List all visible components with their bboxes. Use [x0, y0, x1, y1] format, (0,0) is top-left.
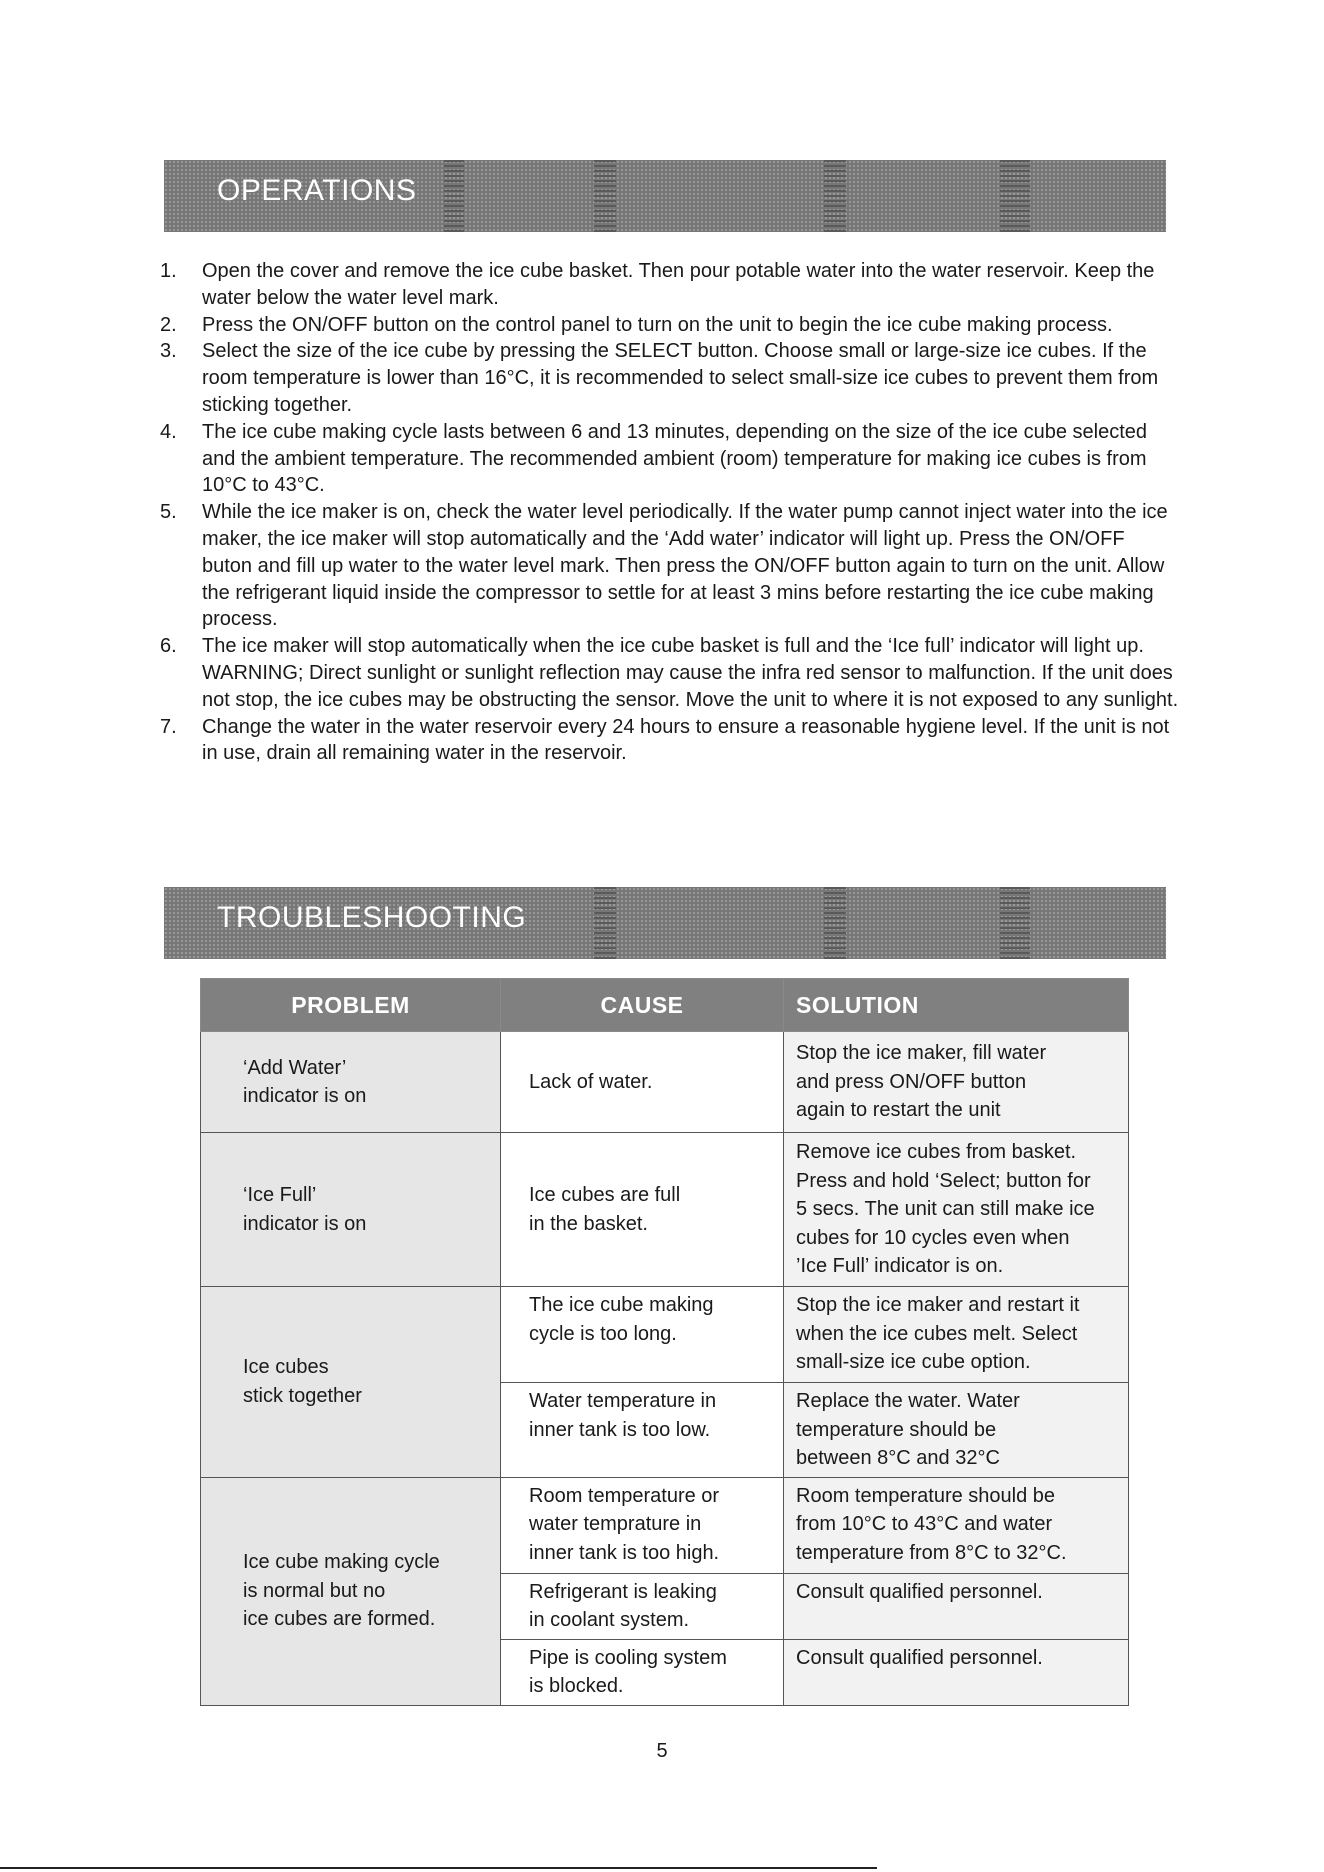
cause-text: The ice cube making cycle is too long. — [529, 1294, 714, 1345]
step-number: 2. — [160, 313, 177, 336]
cause-cell — [501, 1477, 784, 1573]
problem-text: Ice cubes stick together — [243, 1356, 362, 1407]
table-row — [201, 1032, 1129, 1133]
bottom-rule — [0, 1867, 877, 1869]
cause-text: Room temperature or water temprature in inner tank is too high. — [529, 1484, 720, 1564]
cause-text: Refrigerant is leaking in coolant system. — [529, 1580, 717, 1631]
page-number: 5 — [656, 1740, 668, 1762]
operations-step — [160, 258, 1180, 312]
problem-text: Ice cube making cycle is normal but no ice cubes are formed. — [243, 1551, 440, 1631]
problem-cell — [201, 1287, 501, 1478]
solution-text: Stop the ice maker and restart it when the ice cubes melt. Select small-size ice cube option. — [796, 1294, 1080, 1373]
operations-banner — [164, 160, 1166, 232]
troubleshooting-banner — [164, 887, 1166, 959]
header-problem: PROBLEM — [201, 979, 501, 1032]
solution-text: Stop the ice maker, fill water and press ON/OFF button again to restart the unit — [796, 1042, 1047, 1122]
operations-step — [160, 312, 1180, 339]
step-text: Change the water in the water reservoir every 24 hours to ensure a reasonable hygiene level. If the unit is not in use, drain all remaining water in the reservoir. — [202, 715, 1170, 765]
operations-step — [160, 338, 1180, 418]
cause-text: Ice cubes are full in the basket. — [529, 1184, 681, 1235]
step-number: 6. — [160, 635, 177, 658]
cause-cell — [501, 1133, 784, 1287]
table-header-row — [201, 979, 1129, 1032]
solution-text: Replace the water. Water temperature should be between 8°C and 32°C — [796, 1390, 1020, 1469]
step-number: 3. — [160, 340, 177, 363]
solution-cell — [784, 1133, 1129, 1287]
operations-step — [160, 419, 1180, 499]
table-row — [201, 1477, 1129, 1573]
step-text: The ice maker will stop automatically when the ice cube basket is full and the ‘Ice full’ indicator will light up. — [202, 635, 1144, 658]
cause-text: Lack of water. — [529, 1070, 653, 1093]
troubleshooting-heading: TROUBLESHOOTING — [217, 901, 527, 934]
solution-cell — [784, 1477, 1129, 1573]
table-row — [201, 1133, 1129, 1287]
solution-cell — [784, 1383, 1129, 1478]
cause-cell — [501, 1573, 784, 1639]
cause-cell — [501, 1032, 784, 1133]
step-number: 7. — [160, 715, 177, 738]
header-cause: CAUSE — [501, 979, 784, 1032]
operations-step — [160, 633, 1180, 713]
step-text: While the ice maker is on, check the water level periodically. If the water pump cannot inject water into the ice maker, the ice maker will stop automatically and the ‘Add water’ indicator will light up. Press the ON/OFF buton and fill up water to the water level mark. Then press the ON/OFF button again to turn on the unit. Allow the refrigerant liquid inside the compressor to settle for at least 3 mins before restarting the ice cube making process. — [202, 501, 1168, 631]
operations-heading: OPERATIONS — [217, 174, 417, 207]
problem-cell — [201, 1477, 501, 1705]
cause-cell — [501, 1639, 784, 1705]
problem-cell — [201, 1133, 501, 1287]
header-solution: SOLUTION — [784, 979, 1129, 1032]
problem-text: ‘Add Water’ indicator is on — [243, 1056, 367, 1107]
step-text: Press the ON/OFF button on the control panel to turn on the unit to begin the ice cube making process. — [202, 313, 1113, 336]
solution-text: Consult qualified personnel. — [796, 1580, 1043, 1603]
solution-cell — [784, 1032, 1129, 1133]
cause-cell — [501, 1383, 784, 1478]
solution-cell — [784, 1287, 1129, 1383]
table-row — [201, 1287, 1129, 1383]
solution-cell — [784, 1573, 1129, 1639]
cause-cell — [501, 1287, 784, 1383]
solution-cell — [784, 1639, 1129, 1705]
problem-text: ‘Ice Full’ indicator is on — [243, 1184, 367, 1235]
solution-text: Remove ice cubes from basket. Press and hold ‘Select; button for 5 secs. The unit can still make ice cubes for 10 cycles even when ’Ice Full’ indicator is on. — [796, 1141, 1095, 1278]
problem-cell — [201, 1032, 501, 1133]
step-text: Select the size of the ice cube by pressing the SELECT button. Choose small or large-size ice cubes. If the room temperature is lower than 16°C, it is recommended to select small-size ice cubes to prevent them from sticking together. — [202, 340, 1159, 416]
troubleshooting-table — [200, 978, 1129, 1706]
cause-text: Pipe is cooling system is blocked. — [529, 1646, 727, 1697]
step-text: WARNING; Direct sunlight or sunlight reflection may cause the infra red sensor to malfunction. If the unit does not stop, the ice cubes may be obstructing the sensor. Move the unit to where it is not exposed to any sunlight. — [202, 661, 1179, 711]
operations-step — [160, 714, 1180, 768]
operations-step — [160, 499, 1180, 633]
step-number: 5. — [160, 501, 177, 524]
solution-text: Consult qualified personnel. — [796, 1646, 1043, 1669]
cause-text: Water temperature in inner tank is too low. — [529, 1390, 717, 1441]
step-number: 4. — [160, 420, 177, 443]
step-number: 1. — [160, 260, 177, 282]
operations-list — [160, 258, 1180, 767]
solution-text: Room temperature should be from 10°C to 43°C and water temperature from 8°C to 32°C. — [796, 1484, 1067, 1564]
step-text: Open the cover and remove the ice cube basket. Then pour potable water into the water reservoir. Keep the water below the water level mark. — [202, 260, 1155, 309]
step-text: The ice cube making cycle lasts between 6 and 13 minutes, depending on the size of the ice cube selected and the ambient temperature. The recommended ambient (room) temperature for making ice cubes is from 10°C to 43°C. — [202, 420, 1148, 497]
